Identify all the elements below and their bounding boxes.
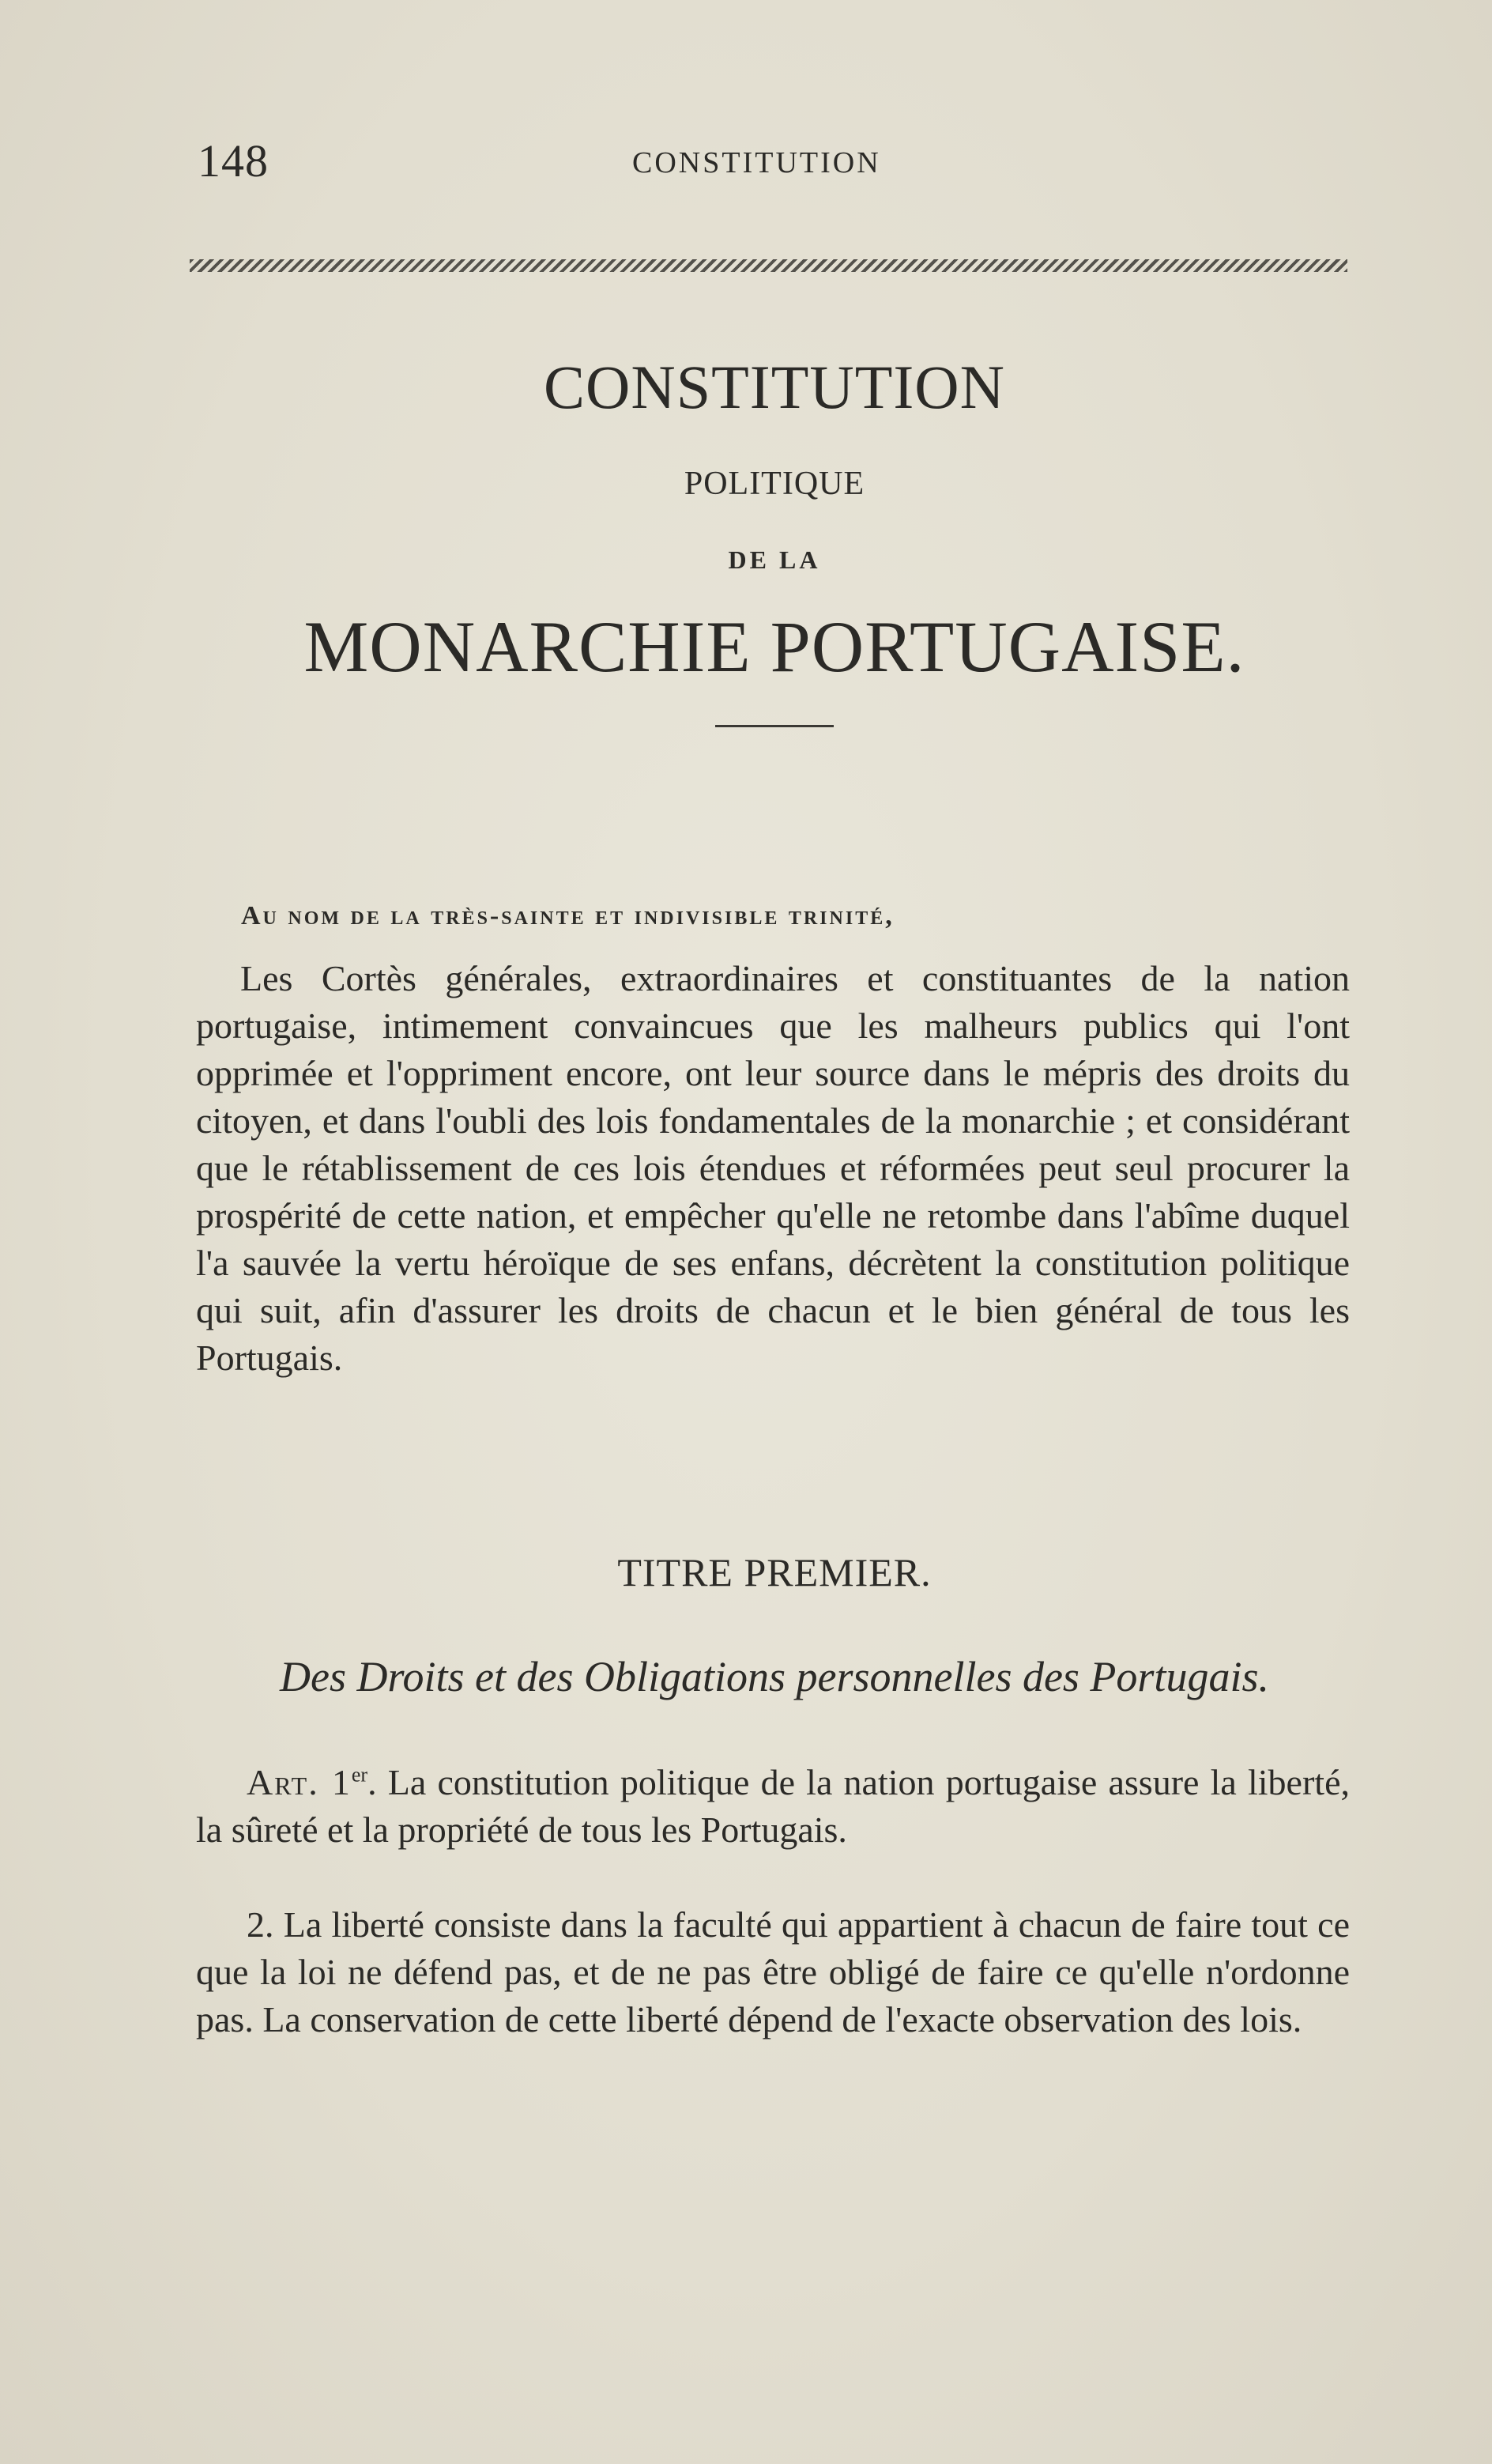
article-2-label: 2. [247,1904,274,1945]
title-monarchie: MONARCHIE PORTUGAISE. [303,606,1245,687]
title-constitution: CONSTITUTION [544,353,1005,421]
article-1 [196,1759,1350,1854]
running-title: CONSTITUTION [632,146,881,179]
page-number: 148 [198,135,269,187]
preamble-paragraph: Les Cortès générales, extraordinaires et constituantes de la nation portugaise, intimement convaincues que les malheurs publics qui l'ont opprimée et l'oppriment encore, ont leur source dans le mépris des droits du citoyen, et dans l'oubli des lois fondamentales de la monarchie ; et considérant que le rétablissement de ces lois étendues et réformées peut seul procurer la prospérité de cette nation, et empêcher qu'elle ne retombe dans l'abîme duquel l'a sauvée la vertu héroïque de ses enfans, décrètent la constitution politique qui suit, afin d'assurer les droits de chacun et le bien général de tous les Portugais. [196,958,1350,1378]
running-head [190,134,1359,190]
article-2 [196,1901,1350,2043]
article-1-label: Art. 1 [247,1762,352,1802]
article-2-text: La liberté consiste dans la faculté qui appartient à chacun de faire tout ce que la loi ne défend pas, et de ne pas être obligé de faire ce qu'elle n'ordonne pas. La conservation de cette liberté dépend de l'exacte observation des lois. [196,1904,1350,2039]
title-rule [715,725,834,727]
article-1-text: . La constitution politique de la nation portugaise assure la liberté, la sûreté et la propriété de tous les Portugais. [196,1762,1350,1850]
invocation: Au nom de la très-sainte et indivisible trinité, [241,901,895,930]
title-block [190,348,1359,727]
ornamental-rule [190,259,1347,272]
article-1-sup: er [351,1763,368,1787]
section-title: TITRE PREMIER. [617,1550,932,1594]
title-de-la: DE LA [728,545,821,574]
section-subtitle: Des Droits et des Obligations personnelles des Portugais. [280,1653,1269,1700]
title-politique: POLITIQUE [684,466,865,502]
